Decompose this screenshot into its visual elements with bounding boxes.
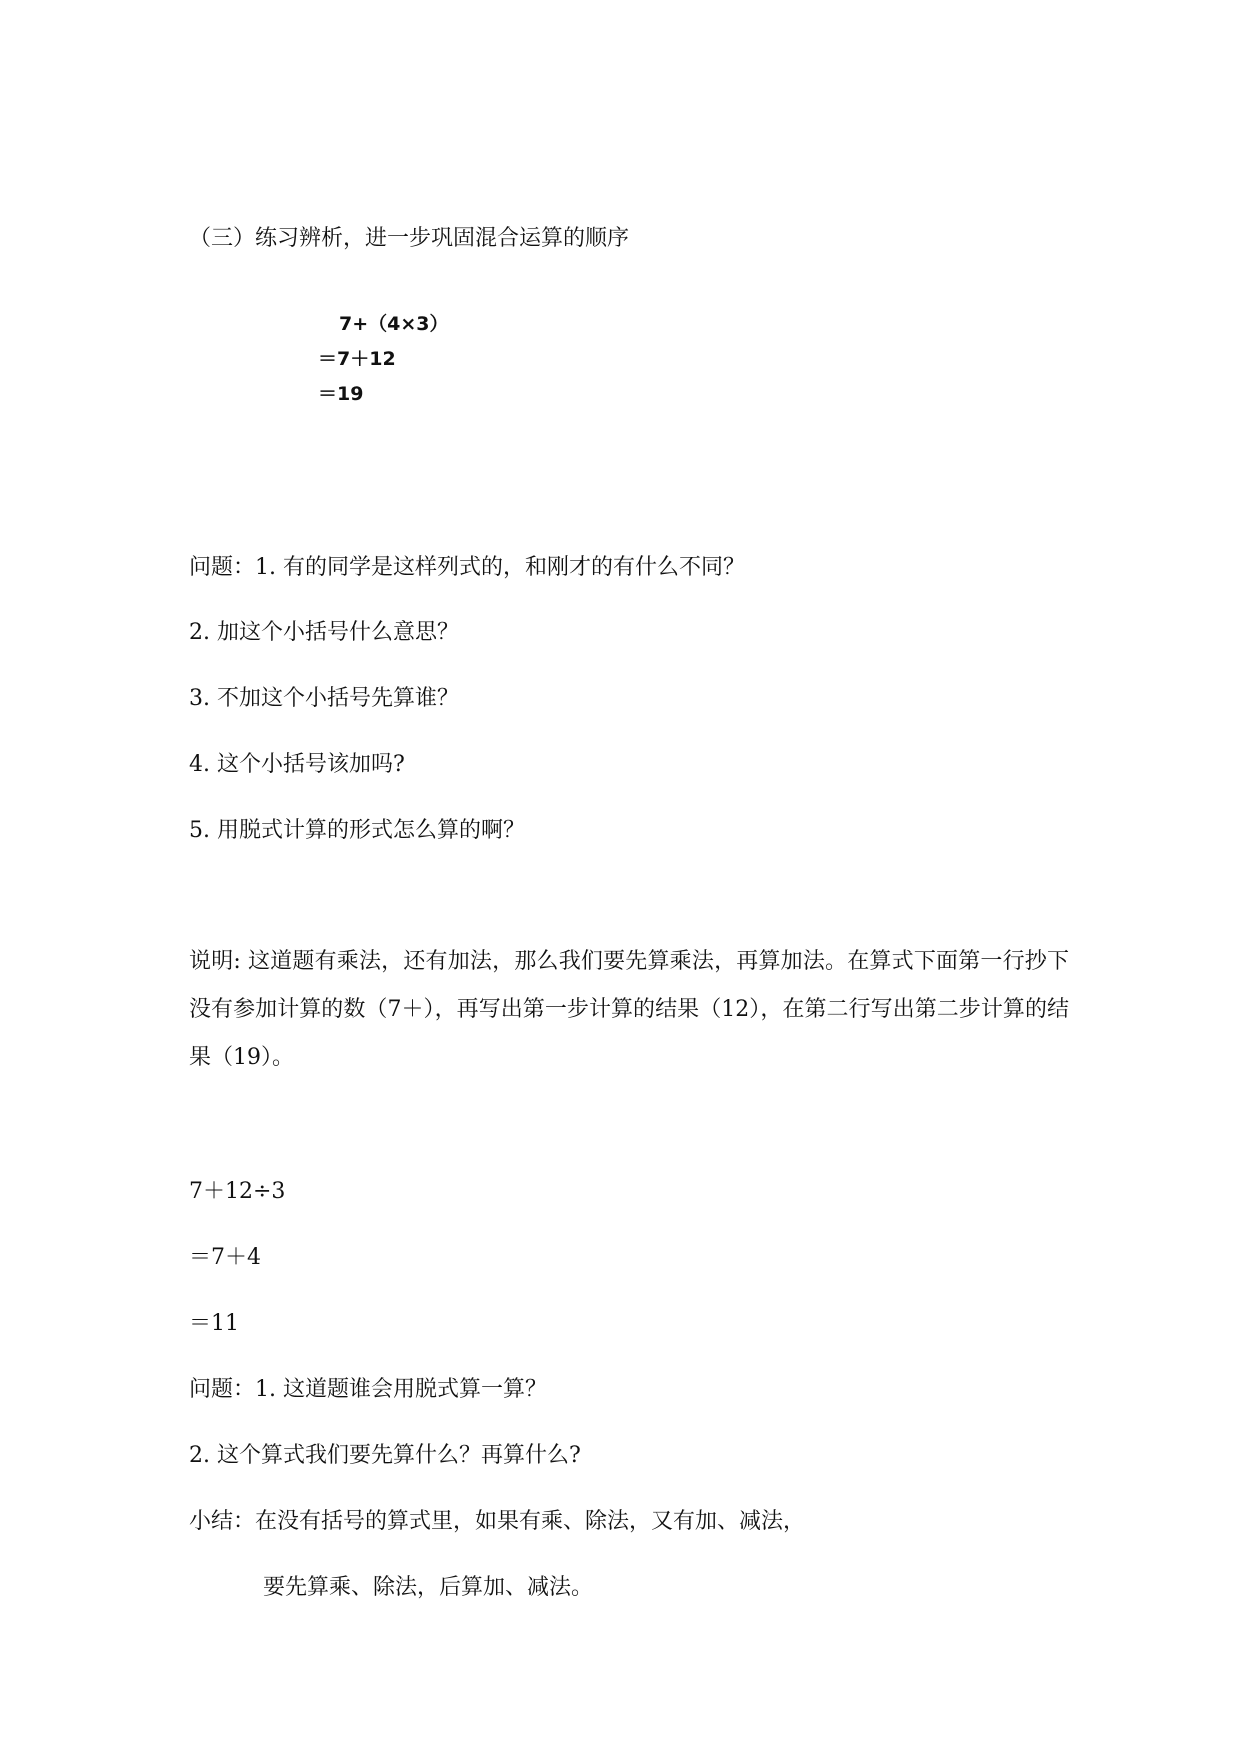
summary-line1: 小结：在没有括号的算式里，如果有乘、除法，又有加、减法， [189, 1509, 806, 1534]
example1-step3: ＝19 [318, 383, 364, 405]
example2-step1: 7＋12÷3 [189, 1179, 286, 1204]
question1-item3: 3. 不加这个小括号先算谁？ [189, 686, 459, 711]
summary-line2: 要先算乘、除法，后算加、减法。 [263, 1575, 594, 1600]
question2-item2: 2. 这个算式我们要先算什么？再算什么? [189, 1443, 581, 1468]
question2-item1: 问题：1. 这道题谁会用脱式算一算？ [189, 1377, 547, 1402]
question1-item4: 4. 这个小括号该加吗? [189, 752, 405, 777]
example1-step1: 7+（4×3） [339, 313, 449, 335]
question1-item2: 2. 加这个小括号什么意思？ [189, 620, 459, 645]
example1-step2: ＝7＋12 [318, 348, 396, 370]
example2-step3: ＝11 [189, 1311, 239, 1336]
question1-item1: 问题：1. 有的同学是这样列式的，和刚才的有什么不同？ [189, 555, 745, 580]
explanation-paragraph: 说明: 这道题有乘法，还有加法，那么我们要先算乘法，再算加法。在算式下面第一行抄下没有参加计算的数（7＋），再写出第一步计算的结果（12），在第二行写出第二步计算的结果（19）。 [189, 949, 1069, 1070]
example2-step2: ＝7＋4 [189, 1245, 261, 1270]
section-heading: （三）练习辨析，进一步巩固混合运算的顺序 [189, 226, 630, 251]
question1-item5: 5. 用脱式计算的形式怎么算的啊？ [189, 818, 525, 843]
